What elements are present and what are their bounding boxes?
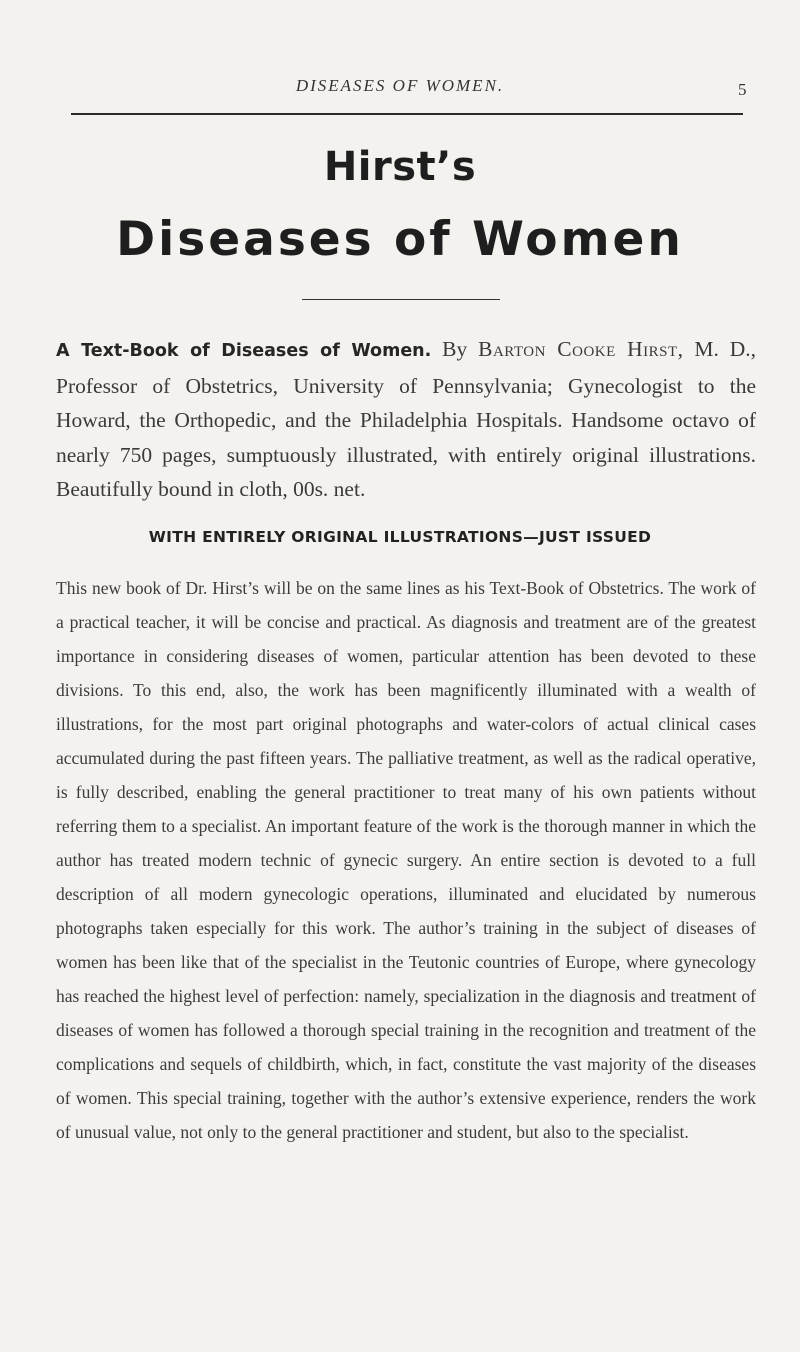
by-label: By [442,337,468,361]
running-title: DISEASES OF WOMEN. [295,76,505,95]
title-divider [302,299,500,300]
page-number: 5 [738,80,747,99]
running-head [0,76,800,102]
header-rule [71,113,743,115]
book-title-author: Hirst’s [323,144,477,190]
book-full-title: A Text-Book of Diseases of Women. [56,341,432,361]
author-name: Barton Cooke Hirst, [478,337,684,361]
book-description [56,332,756,507]
book-title: Diseases of Women [116,212,684,267]
body-paragraph: This new book of Dr. Hirst’s will be on the same lines as his Text-Book of Obstetrics. The work of a practical teacher, it will be concise and practical. As diagnosis and treatment are of the greatest importance in considering diseases of women, particular attention has been devoted to these divisions. To this end, also, the work has been magnificently illuminated with a wealth of illustrations, for the most part original photographs and water-colors of actual clinical cases accumulated during the past fifteen years. The palliative treatment, as well as the radical operative, is fully described, enabling the general practitioner to treat many of his own patients without referring them to a specialist. An important feature of the work is the thorough manner in which the author has treated modern technic of gynecic surgery. An entire section is devoted to a full description of all modern gynecologic operations, illuminated and elucidated by numerous photographs taken especially for this work. The author’s training in the subject of diseases of women has been like that of the specialist in the Teutonic countries of Europe, where gynecology has reached the highest level of perfection: namely, specialization in the diagnosis and treatment of diseases of women has followed a thorough special training in the recognition and treatment of the complications and sequels of childbirth, which, in fact, constitute the vast majority of the diseases of women. This special training, together with the author’s extensive experience, renders the work of unusual value, not only to the general practitioner and student, but also to the specialist. [56,578,756,1142]
description-text: M. D., Professor of Obstetrics, University of Pennsylvania; Gynecologist to the Howard, the Orthopedic, and the Philadelphia Hospitals. Handsome octavo of nearly 750 pages, sumptuously illustrated, with entirely original illustrations. Beautifully bound in cloth, 00s. net. [56,337,757,501]
section-subheading: WITH ENTIRELY ORIGINAL ILLUSTRATIONS—JUST ISSUED [148,528,652,546]
